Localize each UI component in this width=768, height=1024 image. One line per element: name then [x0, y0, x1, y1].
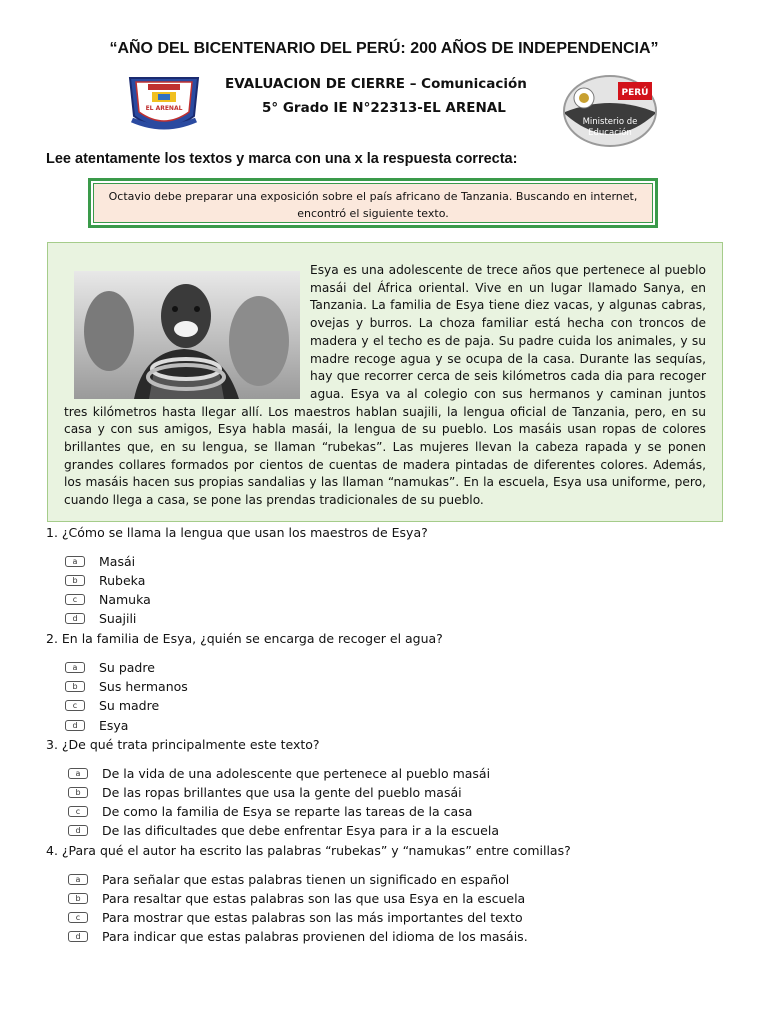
option-letter-box[interactable]: b — [68, 787, 88, 798]
masai-girl-photo — [74, 271, 300, 399]
context-box-inner — [93, 183, 653, 223]
ministry-logo — [562, 74, 658, 148]
option-text: Namuka — [99, 592, 151, 607]
evaluation-title-separator: – — [405, 76, 422, 92]
q4-option-d[interactable] — [68, 929, 528, 944]
context-line-2: encontró el siguiente texto. — [297, 207, 449, 220]
option-text: De como la familia de Esya se reparte las tareas de la casa — [102, 804, 473, 819]
ministry-country: PERÚ — [621, 88, 649, 98]
evaluation-title — [225, 76, 527, 92]
option-letter-box[interactable]: a — [68, 768, 88, 779]
option-text: Su padre — [99, 660, 155, 675]
option-text: Masái — [99, 554, 136, 569]
option-text: Para mostrar que estas palabras son las más importantes del texto — [102, 910, 523, 925]
option-text: Rubeka — [99, 573, 146, 588]
question-4: 4. ¿Para qué el autor ha escrito las palabras “rubekas” y “namukas” entre comillas? — [46, 843, 571, 858]
grade-and-school: 5° Grado IE N°22313-EL ARENAL — [262, 100, 506, 116]
q1-option-d[interactable] — [65, 611, 136, 626]
option-letter-box[interactable]: c — [65, 700, 85, 711]
context-line-1: Octavio debe preparar una exposición sobre el país africano de Tanzania. Buscando en internet, — [108, 190, 638, 203]
option-letter-box[interactable]: a — [65, 662, 85, 673]
option-text: Para indicar que estas palabras provienen del idioma de los masáis. — [102, 929, 528, 944]
option-text: Esya — [99, 718, 129, 733]
q4-option-a[interactable] — [68, 872, 509, 887]
q3-option-b[interactable] — [68, 785, 462, 800]
option-letter-box[interactable]: d — [68, 825, 88, 836]
option-letter-box[interactable]: b — [65, 681, 85, 692]
q4-option-c[interactable] — [68, 910, 523, 925]
option-text: De las dificultades que debe enfrentar Esya para ir a la escuela — [102, 823, 499, 838]
option-text: Suajili — [99, 611, 137, 626]
question-2: 2. En la familia de Esya, ¿quién se encarga de recoger el agua? — [46, 631, 443, 646]
school-logo — [122, 72, 206, 136]
q1-option-b[interactable] — [65, 573, 145, 588]
option-letter-box[interactable]: c — [65, 594, 85, 605]
q2-option-b[interactable] — [65, 679, 188, 694]
school-logo-text: EL ARENAL — [145, 105, 183, 112]
q3-option-a[interactable] — [68, 766, 490, 781]
option-letter-box[interactable]: c — [68, 806, 88, 817]
option-text: De las ropas brillantes que usa la gente del pueblo masái — [102, 785, 462, 800]
q1-option-a[interactable] — [65, 554, 135, 569]
evaluation-title-main: EVALUACION DE CIERRE — [225, 76, 406, 92]
page-banner: “AÑO DEL BICENTENARIO DEL PERÚ: 200 AÑOS DE INDEPENDENCIA” — [109, 40, 659, 57]
question-1: 1. ¿Cómo se llama la lengua que usan los maestros de Esya? — [46, 525, 428, 540]
ministry-line1: Ministerio de — [582, 117, 638, 127]
option-text: Para resaltar que estas palabras son las que usa Esya en la escuela — [102, 891, 526, 906]
question-3: 3. ¿De qué trata principalmente este texto? — [46, 737, 320, 752]
option-text: De la vida de una adolescente que pertenece al pueblo masái — [102, 766, 491, 781]
q2-option-d[interactable] — [65, 718, 128, 733]
reading-passage — [47, 242, 723, 522]
q2-option-a[interactable] — [65, 660, 155, 675]
option-letter-box[interactable]: d — [65, 613, 85, 624]
option-letter-box[interactable]: a — [65, 556, 85, 567]
option-text: Sus hermanos — [99, 679, 188, 694]
option-letter-box[interactable]: a — [68, 874, 88, 885]
option-letter-box[interactable]: d — [68, 931, 88, 942]
option-letter-box[interactable]: d — [65, 720, 85, 731]
q4-option-b[interactable] — [68, 891, 525, 906]
q2-option-c[interactable] — [65, 698, 159, 713]
option-text: Su madre — [99, 698, 160, 713]
option-letter-box[interactable]: b — [68, 893, 88, 904]
ministry-line2: Educación — [588, 128, 632, 138]
context-box — [88, 178, 658, 228]
q3-option-d[interactable] — [68, 823, 499, 838]
evaluation-subject: Comunicación — [421, 76, 527, 92]
option-letter-box[interactable]: c — [68, 912, 88, 923]
q3-option-c[interactable] — [68, 804, 472, 819]
instruction: Lee atentamente los textos y marca con una x la respuesta correcta: — [46, 151, 518, 167]
q1-option-c[interactable] — [65, 592, 151, 607]
option-letter-box[interactable]: b — [65, 575, 85, 586]
option-text: Para señalar que estas palabras tienen un significado en español — [102, 872, 510, 887]
reading-text: Esya es una adolescente de trece años que pertenece al pueblo masái del África oriental. Vive en un lugar llamado Sanya, en Tanzania. La familia de Esya tiene diez vacas, y algunas cabras, ovejas y burros. La choza familiar está hecha con troncos de madera y el techo es de paja. Su padre cuida los animales, y su madre recoge agua y se ocupa de la casa. Durante las sequías, hay que recorrer cerca de seis kilómetros cada dia para recoger agua. Esya va al colegio con sus hermanos y caminan juntos tres kilómetros hasta llegar allí. Los maestros hablan suajili, la lengua oficial de Tanzania, pero, en su casa y con sus amigos, Esya habla masái, la lengua de su pueblo. Los masáis usan ropas de colores brillantes que, en su lengua, se llaman “rubekas”. Las mujeres llevan la cabeza rapada y se ponen grandes collares formados por cientos de cuentas de madera pintadas de diferentes colores. Además, los masáis hacen sus propias sandalias y las llaman “namukas”. En la escuela, Esya usa uniforme, pero, cuando llega a casa, se pone las prendas tradicionales de su pueblo. — [64, 263, 706, 508]
